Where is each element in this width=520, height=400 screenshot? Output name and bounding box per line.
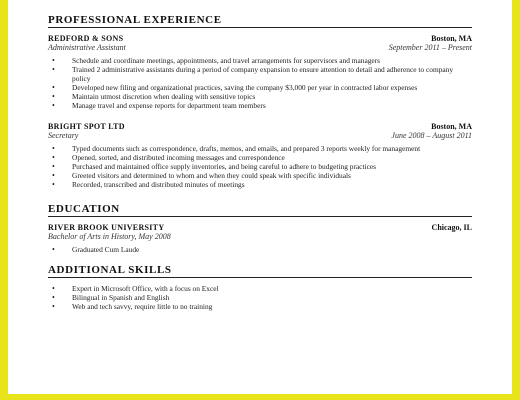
job-dates: September 2011 – Present [388,43,472,52]
section-title-skills: ADDITIONAL SKILLS [48,264,472,278]
education-bullets [48,245,472,254]
bullet-item: • Recorded, transcribed and distributed minutes of meetings [48,180,472,189]
job-location: Boston, MA [431,122,472,131]
section-title-education: EDUCATION [48,203,472,217]
bullet-item: • Greeted visitors and determined to whom and when they could speak with specific individuals [48,171,472,180]
resume-page [8,0,512,394]
bullet-item: • Graduated Cum Laude [48,245,472,254]
job-dates: June 2008 – August 2011 [391,131,472,140]
school-name: RIVER BROOK UNIVERSITY [48,223,165,232]
bullet-item: • Purchased and maintained office supply inventories, and being careful to adhere to budgeting practices [48,162,472,171]
job-bullets [48,56,472,110]
bullet-item: • Manage travel and expense reports for department team members [48,101,472,110]
bullet-item: • Web and tech savvy, require little to no training [48,302,472,311]
bullet-item: • Maintain utmost discretion when dealing with sensitive topics [48,92,472,101]
skills-bullets [48,284,472,311]
bullet-item: • Trained 2 administrative assistants during a period of company expansion to ensure attention to detail and adherence to company policy [48,65,472,83]
bullet-item: • Developed new filing and organizational practices, saving the company $3,000 per year in contracted labor expenses [48,83,472,92]
job-entry [48,122,472,189]
school-location: Chicago, IL [431,223,472,232]
bullet-item: • Bilingual in Spanish and English [48,293,472,302]
job-bullets [48,144,472,189]
education-entry [48,223,472,254]
bullet-item: • Schedule and coordinate meetings, appointments, and travel arrangements for supervisors and managers [48,56,472,65]
bullet-item: • Opened, sorted, and distributed incoming messages and correspondence [48,153,472,162]
job-role: Administrative Assistant [48,43,126,52]
job-entry [48,34,472,110]
bullet-item: • Expert in Microsoft Office, with a focus on Excel [48,284,472,293]
bullet-item: • Typed documents such as correspondence, drafts, memos, and emails, and prepared 3 reports weekly for management [48,144,472,153]
company-name: BRIGHT SPOT LTD [48,122,125,131]
section-title-experience: PROFESSIONAL EXPERIENCE [48,14,472,28]
company-name: REDFORD & SONS [48,34,124,43]
job-role: Secretary [48,131,79,140]
degree: Bachelor of Arts in History, May 2008 [48,232,171,241]
job-location: Boston, MA [431,34,472,43]
